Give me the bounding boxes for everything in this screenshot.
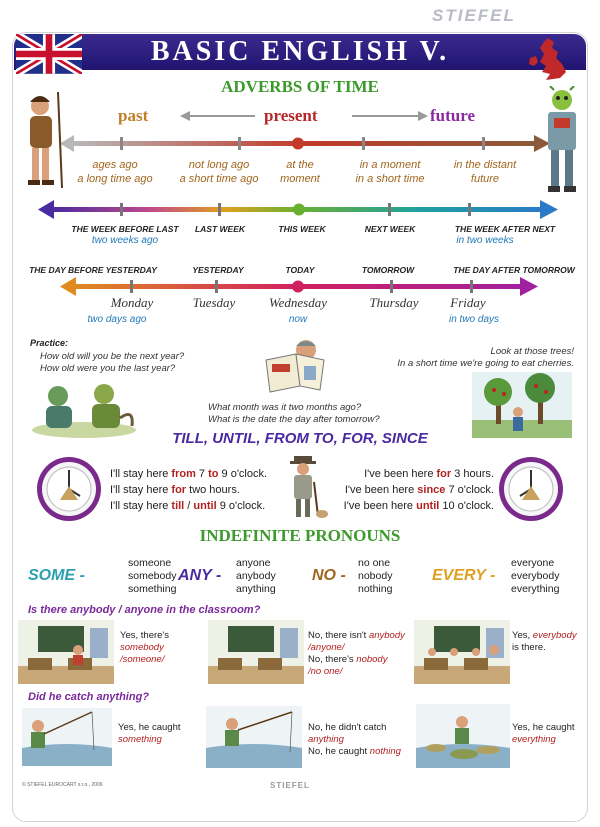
practice-label: Practice: [30, 338, 69, 348]
yesterday: YESTERDAY [192, 265, 244, 275]
till-right-lines: I've been here for 3 hours. I've been here since 7 o'clock. I've been here until 10 o'clock. [343, 468, 494, 512]
in-two-days: in two days [448, 314, 500, 325]
adverb-distant-future: in the distant future [453, 159, 517, 185]
till-heading: TILL, UNTIL, FROM TO, FOR, SINCE [172, 430, 428, 447]
weeks-timeline [38, 199, 558, 221]
no-label: NO - [312, 567, 346, 584]
robot-illustration [540, 86, 584, 196]
adverbs-heading: ADVERBS OF TIME [221, 77, 379, 96]
today: TODAY [285, 265, 315, 275]
day-before-yesterday: THE DAY BEFORE YESTERDAY [29, 265, 157, 275]
question-catch: Did he catch anything? [28, 691, 150, 703]
timeline-arrow [60, 134, 550, 154]
answer-nobody: No, there isn't anybody /anyone/ No, there's nobody /no one/ [308, 630, 405, 677]
every-label: EVERY - [432, 567, 496, 584]
practice-questions-3: Look at those trees! In a short time we're going to eat cherries. [397, 346, 574, 369]
days-timeline [60, 277, 538, 297]
answer-somebody: Yes, there's somebody /someone/ [120, 630, 169, 665]
any-list: anyone anybody anything [236, 557, 276, 595]
cherry-trees-illustration [472, 372, 572, 438]
some-label: SOME - [28, 567, 85, 584]
adverb-ages-ago: ages ago a long time ago [77, 159, 153, 185]
present-label: present [264, 106, 318, 125]
footer [22, 782, 578, 798]
footer-logo: STIEFEL [270, 781, 310, 790]
direction-arrows [180, 110, 430, 122]
question-classroom: Is there anybody / anyone in the classroom? [28, 604, 261, 616]
fishing-illustration-3 [416, 704, 510, 768]
old-man-with-dog-illustration [284, 454, 328, 522]
every-list: everyone everybody everything [511, 557, 560, 595]
union-jack-icon [16, 34, 82, 74]
two-weeks-ago: two weeks ago [91, 235, 159, 246]
answer-everything: Yes, he caught everything [512, 722, 575, 745]
past-label: past [118, 106, 149, 125]
brand-logo: STIEFEL [432, 6, 516, 25]
day-tuesday: Tuesday [192, 295, 236, 310]
in-two-weeks: in two weeks [456, 235, 514, 246]
classroom-illustration-2 [208, 620, 304, 684]
practice-questions-2: What month was it two months ago? What is the date the day after tomorrow? [208, 402, 380, 425]
newspaper-reader-illustration [260, 338, 334, 394]
last-week: LAST WEEK [194, 224, 246, 234]
this-week: THIS WEEK [278, 224, 326, 234]
caveman-illustration [18, 88, 68, 194]
classroom-illustration-3 [414, 620, 510, 684]
till-left-lines: I'll stay here from 7 to 9 o'clock. I'll stay here for two hours. I'll stay here till / until 9 o'clock. [110, 468, 268, 512]
now: now [288, 314, 308, 325]
week-before-last: THE WEEK BEFORE LAST [71, 224, 179, 234]
tomorrow: TOMORROW [361, 265, 415, 275]
clock-icon [36, 456, 102, 522]
clock-icon-right [498, 456, 564, 522]
britain-map-icon [526, 36, 570, 82]
fishing-illustration-2 [206, 706, 302, 768]
two-days-ago: two days ago [87, 314, 147, 325]
pronouns-heading: INDEFINITE PRONOUNS [199, 526, 401, 545]
day-monday: Monday [110, 295, 154, 310]
copyright: © STIEFEL EUROCART s.r.o., 2006 [22, 782, 103, 788]
old-couple-illustration [28, 378, 140, 438]
adverb-in-a-moment: in a moment in a short time [355, 159, 425, 185]
page-title: BASIC ENGLISH V. [150, 36, 450, 67]
adverb-at-the-moment: at the moment [280, 159, 320, 185]
classroom-illustration-1 [18, 620, 114, 684]
day-wednesday: Wednesday [268, 295, 327, 310]
adverb-not-long-ago: not long ago a short time ago [179, 159, 259, 185]
practice-questions-1: How old will you be the next year? How old were you the last year? [40, 351, 185, 374]
week-after-next: THE WEEK AFTER NEXT [454, 224, 556, 234]
no-list: no one nobody nothing [358, 557, 393, 595]
next-week: NEXT WEEK [364, 224, 416, 234]
day-thursday: Thursday [369, 295, 419, 310]
answer-nothing: No, he didn't catch anything No, he caught nothing [308, 722, 401, 757]
answer-something: Yes, he caught something [118, 722, 181, 745]
day-friday: Friday [450, 295, 486, 310]
any-label: ANY - [178, 567, 222, 584]
answer-everybody: Yes, everybody is there. [512, 630, 577, 653]
fishing-illustration-1 [22, 708, 112, 766]
future-label: future [430, 106, 476, 125]
some-list: someone somebody something [128, 557, 177, 595]
day-after-tomorrow: THE DAY AFTER TOMORROW [453, 265, 575, 275]
